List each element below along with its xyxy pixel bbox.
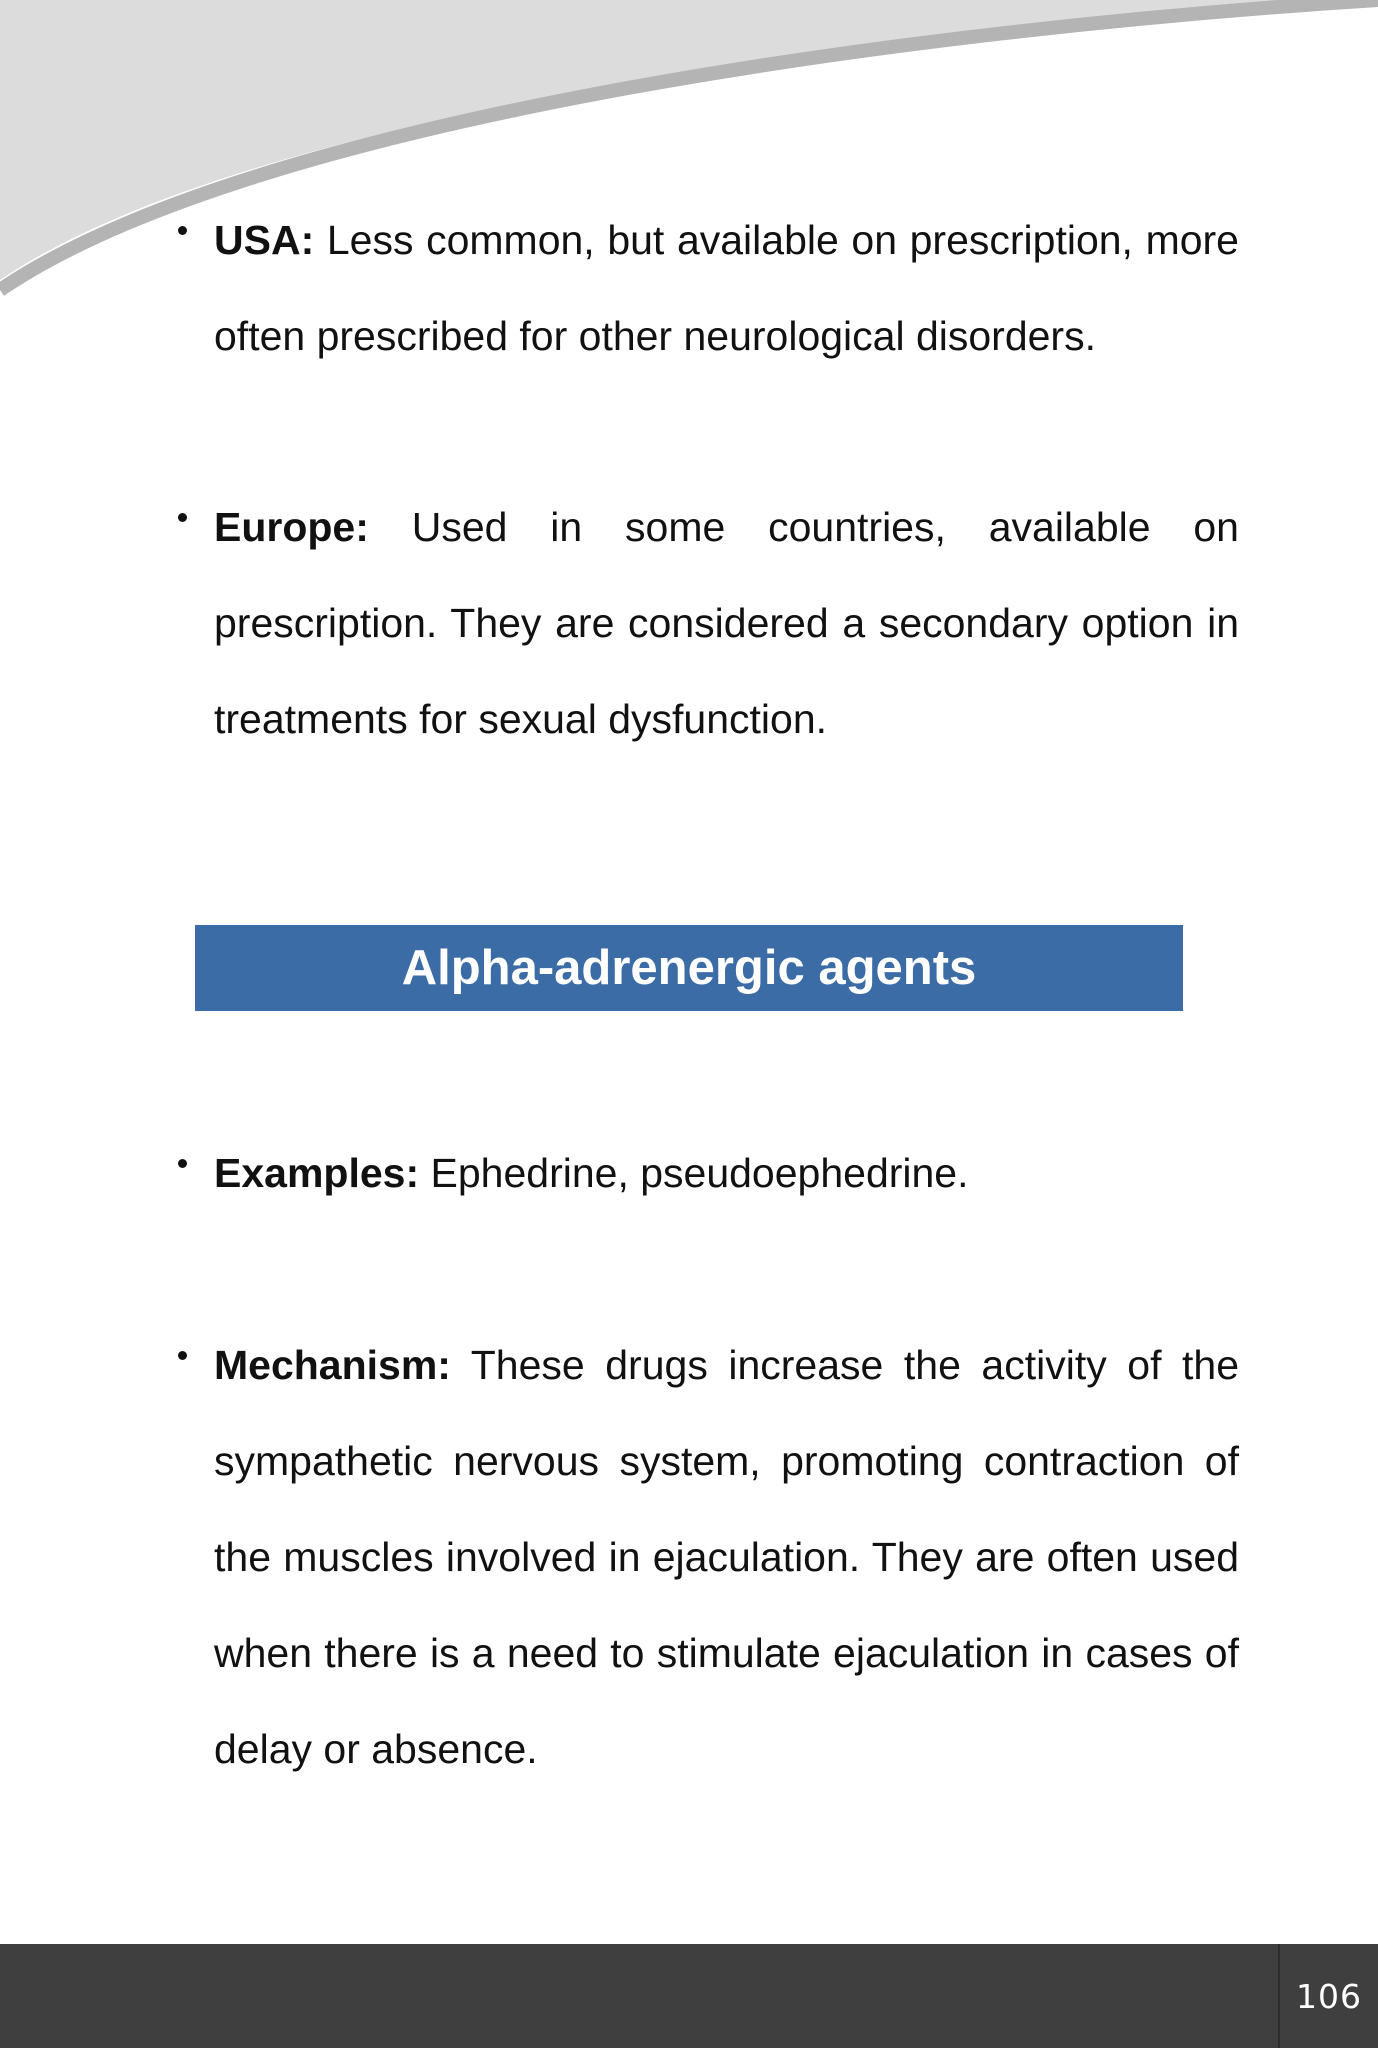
bullet-term: Examples:	[214, 1150, 420, 1196]
bullet-dot	[178, 1351, 187, 1360]
bullet-body: These drugs increase the activity of the sympathetic nervous system, promoting contraction of the muscles involved in ejaculation. They are often used when there is a need to stimulate ejaculation in cases of delay or absence.	[214, 1342, 1239, 1772]
bullet-text	[214, 479, 1239, 767]
bullet-dot	[178, 513, 187, 522]
bullet-body: Used in some countries, available on prescription. They are considered a secondary option in treatments for sexual dysfunction.	[214, 504, 1239, 742]
bullet-term: Mechanism:	[214, 1342, 451, 1388]
bullet-item-usa	[214, 192, 1239, 384]
section-title: Alpha-adrenergic agents	[401, 941, 977, 995]
section-banner	[195, 925, 1183, 1011]
page-number-box	[1278, 1944, 1378, 2048]
bullet-dot	[178, 1159, 187, 1168]
bullet-item-europe	[214, 479, 1239, 767]
page-footer	[0, 1944, 1378, 2048]
bullet-text	[214, 1125, 1239, 1221]
bullet-body: Less common, but available on prescription, more often prescribed for other neurological disorders.	[214, 217, 1239, 359]
bullet-item-mechanism	[214, 1317, 1239, 1797]
bullet-dot	[178, 226, 187, 235]
bullet-item-examples	[214, 1125, 1239, 1221]
bullet-text	[214, 1317, 1239, 1797]
bullet-body: Ephedrine, pseudoephedrine.	[430, 1150, 969, 1196]
bullet-list-top	[0, 192, 1378, 767]
page-number: 106	[1296, 1976, 1362, 2016]
bullet-list-bottom	[0, 1125, 1378, 1797]
bullet-term: USA:	[214, 217, 315, 263]
bullet-text	[214, 192, 1239, 384]
bullet-term: Europe:	[214, 504, 369, 550]
